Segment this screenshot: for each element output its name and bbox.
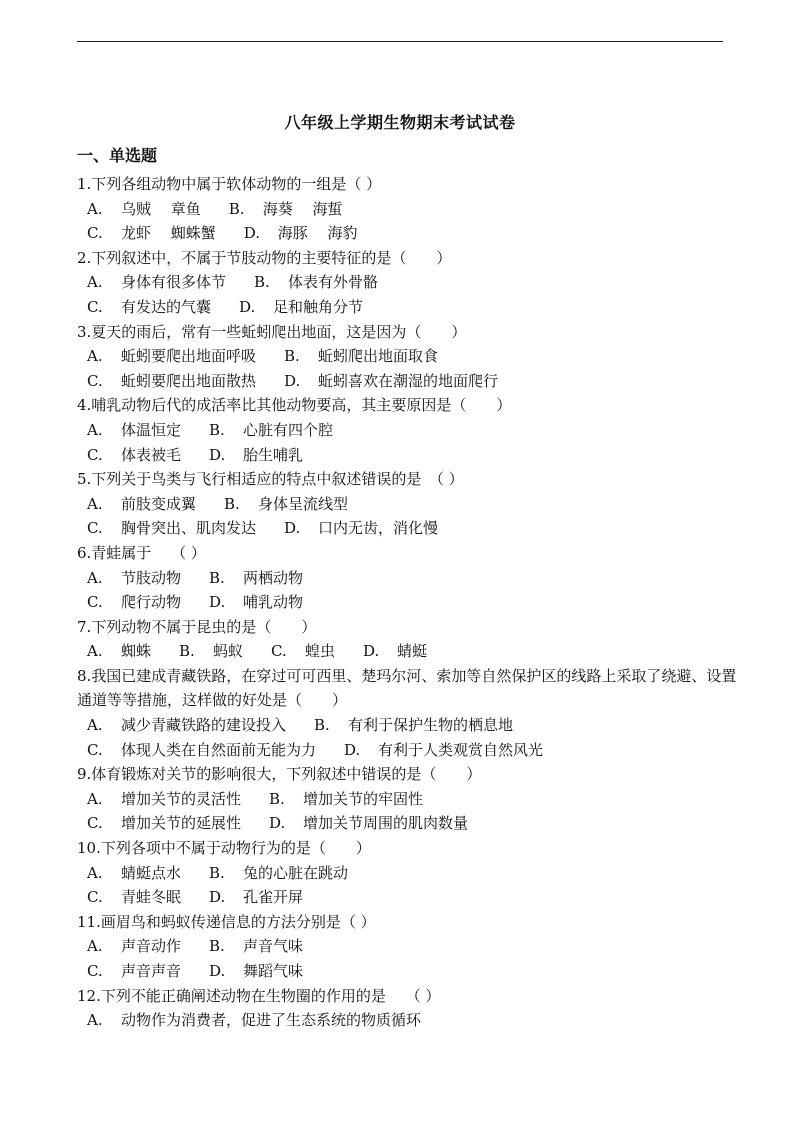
option-letter: B.	[284, 347, 300, 366]
answer-option	[87, 959, 181, 984]
option-text: 动物作为消费者，促进了生态系统的物质循环	[121, 1011, 422, 1030]
option-row	[77, 516, 737, 541]
option-text: 胎生哺乳	[243, 445, 304, 464]
answer-option	[271, 639, 335, 664]
option-letter: D.	[344, 740, 361, 759]
section-heading: 一、单选题	[77, 146, 158, 165]
answer-option	[87, 369, 256, 394]
option-row	[77, 934, 737, 959]
answer-option	[284, 516, 438, 541]
option-row	[77, 590, 737, 615]
answer-option	[87, 443, 181, 468]
question-stem: 12.下列不能正确阐述动物在生物圈的作用的是 （ ）	[77, 986, 441, 1005]
option-text: 体温恒定	[121, 420, 182, 439]
answer-option	[209, 959, 303, 984]
exam-title: 八年级上学期生物期末考试试卷	[284, 113, 516, 132]
option-text: 声音动作	[121, 937, 182, 956]
option-text: 兔的心脏在跳动	[243, 863, 349, 882]
option-row	[77, 738, 737, 763]
option-text: 胸骨突出、肌肉发达	[121, 519, 257, 538]
answer-option	[87, 516, 256, 541]
option-row	[77, 1008, 737, 1033]
option-letter: C.	[87, 962, 103, 980]
option-row	[77, 885, 737, 910]
option-letter: B.	[179, 642, 195, 661]
option-text: 体表被毛	[121, 445, 182, 464]
option-text: 心脏有四个腔	[243, 420, 334, 439]
option-letter: C.	[87, 814, 103, 833]
question-4	[77, 393, 737, 467]
option-letter: A.	[87, 347, 103, 366]
answer-option	[87, 934, 181, 959]
option-letter: D.	[284, 371, 301, 390]
option-letter: A.	[87, 568, 103, 587]
option-letter: C.	[87, 888, 103, 907]
option-text: 青蛙冬眠	[121, 888, 182, 907]
option-row	[77, 443, 737, 468]
option-row	[77, 295, 737, 320]
option-letter: C.	[87, 371, 103, 390]
answer-option	[87, 197, 201, 222]
answer-option	[87, 1008, 421, 1033]
option-text: 龙虾 蜘蛛蟹	[121, 224, 216, 243]
option-text: 蜻蜓	[397, 642, 428, 661]
option-letter: D.	[239, 297, 256, 316]
option-text: 蚂蚁	[213, 642, 244, 661]
option-letter: B.	[314, 716, 330, 735]
answer-option	[87, 295, 211, 320]
option-row	[77, 492, 737, 517]
answer-option	[209, 934, 303, 959]
option-letter: B.	[224, 494, 240, 513]
option-text: 两栖动物	[243, 568, 304, 587]
option-letter: C.	[87, 297, 103, 316]
option-text: 有利于人类观赏自然风光	[378, 740, 544, 759]
option-text: 身体有很多体节	[121, 273, 227, 292]
answer-option	[244, 221, 358, 246]
question-9	[77, 762, 737, 836]
option-letter: A.	[87, 716, 103, 735]
answer-option	[209, 885, 303, 910]
option-text: 爬行动物	[121, 593, 182, 612]
option-text: 体现人类在自然面前无能为力	[121, 740, 317, 759]
option-row	[77, 221, 737, 246]
answer-option	[284, 344, 438, 369]
question-3	[77, 320, 737, 394]
option-letter: B.	[254, 273, 270, 292]
option-row	[77, 787, 737, 812]
option-letter: D.	[269, 814, 286, 833]
option-letter: C.	[271, 642, 287, 661]
answer-option	[209, 566, 303, 591]
option-text: 海葵 海蜇	[262, 199, 343, 218]
answer-option	[87, 885, 181, 910]
answer-option	[87, 344, 256, 369]
option-text: 哺乳动物	[243, 593, 304, 612]
question-5	[77, 467, 737, 541]
option-text: 节肢动物	[121, 568, 182, 587]
option-letter: D.	[209, 445, 226, 464]
option-letter: A.	[87, 789, 103, 808]
option-letter: D.	[363, 642, 380, 661]
answer-option	[87, 713, 286, 738]
option-letter: D.	[243, 224, 261, 243]
option-text: 足和触角分节	[273, 297, 364, 316]
option-row	[77, 197, 737, 222]
answer-option	[239, 295, 363, 320]
option-letter: D.	[284, 519, 301, 538]
question-stem: 8.我国已建成青藏铁路，在穿过可可西里、楚玛尔河、索加等自然保护区的线路上采取了绕避、设置通道等等措施，这样做的好处是（ ）	[77, 666, 737, 710]
option-text: 身体呈流线型	[258, 494, 349, 513]
answer-option	[87, 787, 241, 812]
answer-option	[87, 861, 181, 886]
answer-option	[314, 713, 513, 738]
option-letter: A.	[87, 642, 103, 661]
option-text: 蜘蛛	[121, 642, 152, 661]
option-text: 体表有外骨骼	[288, 273, 379, 292]
answer-option	[87, 738, 316, 763]
answer-option	[229, 197, 343, 222]
option-text: 蚯蚓要爬出地面散热	[121, 371, 257, 390]
question-stem: 5.下列关于鸟类与飞行相适应的特点中叙述错误的是 （ ）	[77, 470, 464, 489]
option-text: 声音声音	[121, 962, 182, 980]
option-text: 乌贼 章鱼	[121, 199, 201, 218]
option-letter: D.	[209, 962, 226, 980]
option-letter: B.	[209, 937, 225, 956]
question-stem: 9.体育锻炼对关节的影响很大，下列叙述中错误的是（ ）	[77, 765, 482, 784]
option-row	[77, 418, 737, 443]
option-text: 口内无齿，消化慢	[318, 519, 439, 538]
question-12	[77, 984, 737, 1033]
answer-option	[269, 811, 468, 836]
option-text: 蜻蜓点水	[121, 863, 182, 882]
option-letter: A.	[87, 937, 103, 956]
option-letter: B.	[209, 863, 225, 882]
question-stem: 7.下列动物不属于昆虫的是（ ）	[77, 617, 317, 636]
option-row	[77, 566, 737, 591]
answer-option	[87, 418, 181, 443]
question-list	[77, 172, 737, 1033]
answer-option	[344, 738, 543, 763]
option-text: 增加关节周围的肌肉数量	[303, 814, 469, 833]
option-letter: B.	[269, 789, 285, 808]
option-row	[77, 959, 737, 984]
option-row	[77, 270, 737, 295]
option-letter: A.	[87, 863, 103, 882]
question-stem: 10.下列各项中不属于动物行为的是（ ）	[77, 839, 371, 858]
answer-option	[209, 861, 348, 886]
answer-option	[87, 270, 226, 295]
option-text: 蚯蚓喜欢在潮湿的地面爬行	[318, 371, 499, 390]
question-8	[77, 664, 737, 762]
option-text: 减少青藏铁路的建设投入	[121, 716, 287, 735]
option-letter: C.	[87, 224, 103, 243]
answer-option	[224, 492, 348, 517]
option-letter: C.	[87, 593, 103, 612]
option-text: 舞蹈气味	[243, 962, 304, 980]
option-text: 声音气味	[243, 937, 304, 956]
option-letter: B.	[209, 420, 225, 439]
question-stem: 4.哺乳动物后代的成活率比其他动物要高，其主要原因是（ ）	[77, 396, 512, 415]
option-text: 蚯蚓爬出地面取食	[318, 347, 439, 366]
question-stem: 6.青蛙属于 （ ）	[77, 543, 206, 562]
option-letter: B.	[209, 568, 225, 587]
option-letter: A.	[87, 1011, 103, 1030]
option-text: 蝗虫	[305, 642, 336, 661]
option-row	[77, 811, 737, 836]
question-stem: 1.下列各组动物中属于软体动物的一组是（ ）	[77, 175, 382, 193]
question-10	[77, 836, 737, 910]
option-text: 孔雀开屏	[243, 888, 304, 907]
option-text: 增加关节的灵活性	[121, 789, 242, 808]
answer-option	[269, 787, 423, 812]
option-text: 增加关节的延展性	[121, 814, 242, 833]
option-letter: D.	[209, 888, 226, 907]
answer-option	[179, 639, 243, 664]
answer-option	[254, 270, 378, 295]
answer-option	[87, 590, 181, 615]
answer-option	[209, 418, 333, 443]
question-6	[77, 541, 737, 615]
question-11	[77, 910, 737, 984]
question-stem: 11.画眉鸟和蚂蚁传递信息的方法分别是（ ）	[77, 912, 376, 931]
question-stem: 2.下列叙述中，不属于节肢动物的主要特征的是（ ）	[77, 248, 452, 267]
option-row	[77, 861, 737, 886]
option-text: 海豚 海豹	[277, 224, 358, 243]
question-stem: 3.夏天的雨后，常有一些蚯蚓爬出地面，这是因为（ ）	[77, 322, 467, 341]
option-letter: D.	[209, 593, 226, 612]
option-letter: C.	[87, 445, 103, 464]
option-text: 有发达的气囊	[121, 297, 212, 316]
option-row	[77, 639, 737, 664]
option-letter: C.	[87, 519, 103, 538]
option-text: 增加关节的牢固性	[303, 789, 424, 808]
header-rule	[77, 41, 723, 42]
answer-option	[87, 221, 216, 246]
answer-option	[87, 639, 151, 664]
answer-option	[363, 639, 427, 664]
option-letter: A.	[87, 273, 103, 292]
option-letter: C.	[87, 740, 103, 759]
option-text: 前肢变成翼	[121, 494, 197, 513]
option-letter: B.	[228, 199, 245, 218]
question-7	[77, 615, 737, 664]
answer-option	[284, 369, 498, 394]
answer-option	[87, 492, 196, 517]
option-letter: A.	[87, 494, 103, 513]
question-2	[77, 246, 737, 320]
option-letter: A.	[87, 199, 103, 218]
option-row	[77, 713, 737, 738]
answer-option	[87, 566, 181, 591]
option-letter: A.	[87, 420, 103, 439]
option-text: 有利于保护生物的栖息地	[348, 716, 514, 735]
option-row	[77, 369, 737, 394]
question-1	[77, 172, 737, 246]
option-text: 蚯蚓要爬出地面呼吸	[121, 347, 257, 366]
option-row	[77, 344, 737, 369]
answer-option	[87, 811, 241, 836]
answer-option	[209, 443, 303, 468]
answer-option	[209, 590, 303, 615]
